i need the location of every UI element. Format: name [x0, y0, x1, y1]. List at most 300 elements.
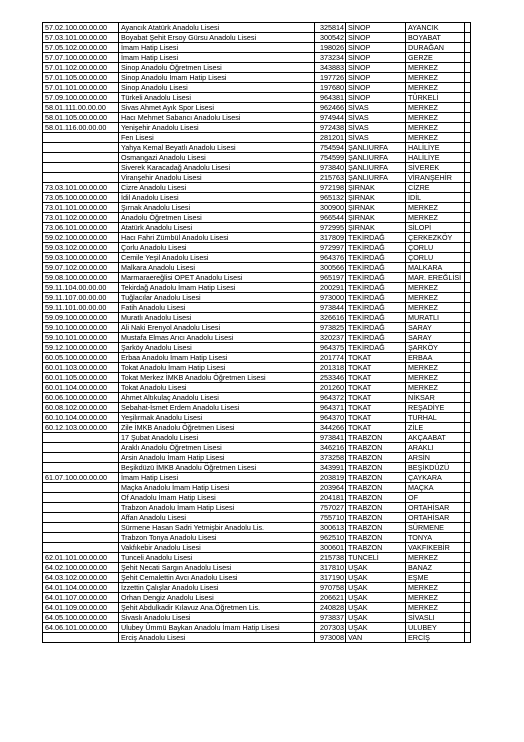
school-name-cell: Yenişehir Anadolu Lisesi	[119, 123, 315, 133]
district-cell: DURAĞAN	[406, 43, 465, 53]
district-cell: NİKSAR	[406, 393, 465, 403]
table-row	[43, 433, 471, 443]
empty-cell	[465, 143, 471, 153]
school-name-cell: Erbaa Anadolu İmam Hatip Lisesi	[119, 353, 315, 363]
province-cell: TRABZON	[346, 523, 406, 533]
school-name-cell: Fatih Anadolu Lisesi	[119, 303, 315, 313]
school-id-cell: 300601	[315, 543, 346, 553]
province-cell: ŞANLIURFA	[346, 163, 406, 173]
institution-code-cell: 64.05.100.00.00.00	[43, 613, 119, 623]
empty-cell	[465, 523, 471, 533]
school-id-cell: 207303	[315, 623, 346, 633]
empty-cell	[465, 173, 471, 183]
school-name-cell: Ulubey Ümmü Baykan Anadolu İmam Hatip Lisesi	[119, 623, 315, 633]
school-name-cell: Sinop Anadolu İmam Hatip Lisesi	[119, 73, 315, 83]
table-row	[43, 313, 471, 323]
institution-code-cell	[43, 163, 119, 173]
school-name-cell: Fen Lisesi	[119, 133, 315, 143]
table-row	[43, 93, 471, 103]
table-row	[43, 63, 471, 73]
table-row	[43, 23, 471, 33]
institution-code-cell: 57.01.102.00.00.00	[43, 63, 119, 73]
empty-cell	[465, 183, 471, 193]
district-cell: ÇAYKARA	[406, 473, 465, 483]
table-row	[43, 493, 471, 503]
school-id-cell: 201318	[315, 363, 346, 373]
school-name-cell: Sivaslı Anadolu Lisesi	[119, 613, 315, 623]
district-cell: SARAY	[406, 333, 465, 343]
institution-code-cell: 64.03.102.00.00.00	[43, 573, 119, 583]
school-name-cell: Arsin Anadolu İmam Hatip Lisesi	[119, 453, 315, 463]
institution-code-cell: 59.07.102.00.00.00	[43, 263, 119, 273]
province-cell: TEKİRDAĞ	[346, 293, 406, 303]
table-row	[43, 373, 471, 383]
school-name-cell: Sinop Anadolu Lisesi	[119, 83, 315, 93]
institution-code-cell: 60.06.100.00.00.00	[43, 393, 119, 403]
province-cell: TEKİRDAĞ	[346, 233, 406, 243]
empty-cell	[465, 283, 471, 293]
table-row	[43, 123, 471, 133]
empty-cell	[465, 313, 471, 323]
school-id-cell: 317809	[315, 233, 346, 243]
district-cell: MERKEZ	[406, 383, 465, 393]
institution-code-cell	[43, 633, 119, 643]
institution-code-cell: 58.01.105.00.00.00	[43, 113, 119, 123]
district-cell: OF	[406, 493, 465, 503]
school-id-cell: 970758	[315, 583, 346, 593]
table-row	[43, 83, 471, 93]
table-row	[43, 543, 471, 553]
school-id-cell: 300900	[315, 203, 346, 213]
province-cell: SİNOP	[346, 53, 406, 63]
school-id-cell: 972438	[315, 123, 346, 133]
institution-code-cell	[43, 463, 119, 473]
table-row	[43, 613, 471, 623]
school-id-cell: 974944	[315, 113, 346, 123]
district-cell: MERKEZ	[406, 103, 465, 113]
school-name-cell: Zile İMKB Anadolu Öğretmen Lisesi	[119, 423, 315, 433]
school-id-cell: 962510	[315, 533, 346, 543]
province-cell: UŞAK	[346, 563, 406, 573]
province-cell: TRABZON	[346, 533, 406, 543]
table-row	[43, 583, 471, 593]
table-row	[43, 263, 471, 273]
district-cell: GERZE	[406, 53, 465, 63]
school-name-cell: Malkara Anadolu Lisesi	[119, 263, 315, 273]
table-row	[43, 413, 471, 423]
district-cell: SİVASLI	[406, 613, 465, 623]
district-cell: AYANCIK	[406, 23, 465, 33]
institution-code-cell	[43, 533, 119, 543]
school-name-cell: Atatürk Anadolu Lisesi	[119, 223, 315, 233]
institution-code-cell: 64.06.101.00.00.00	[43, 623, 119, 633]
school-id-cell: 964372	[315, 393, 346, 403]
table-row	[43, 513, 471, 523]
table-row	[43, 623, 471, 633]
district-cell: ULUBEY	[406, 623, 465, 633]
table-row	[43, 113, 471, 123]
district-cell: MERKEZ	[406, 583, 465, 593]
province-cell: SİNOP	[346, 23, 406, 33]
empty-cell	[465, 333, 471, 343]
province-cell: TUNCELİ	[346, 553, 406, 563]
table-row	[43, 203, 471, 213]
school-list-body	[43, 23, 471, 643]
empty-cell	[465, 483, 471, 493]
school-id-cell: 373258	[315, 453, 346, 463]
province-cell: SİNOP	[346, 33, 406, 43]
school-id-cell: 973825	[315, 323, 346, 333]
school-id-cell: 317190	[315, 573, 346, 583]
province-cell: TRABZON	[346, 463, 406, 473]
district-cell: EŞME	[406, 573, 465, 583]
district-cell: MERKEZ	[406, 73, 465, 83]
table-row	[43, 323, 471, 333]
school-name-cell: Hacı Fahri Zümbül Anadolu Lisesi	[119, 233, 315, 243]
school-name-cell: Tunceli Anadolu Lisesi	[119, 553, 315, 563]
district-cell: ÇORLU	[406, 253, 465, 263]
institution-code-cell	[43, 503, 119, 513]
province-cell: ŞIRNAK	[346, 223, 406, 233]
school-name-cell: Tokat Anadolu Lisesi	[119, 383, 315, 393]
school-id-cell: 300566	[315, 263, 346, 273]
institution-code-cell: 64.01.107.00.00.00	[43, 593, 119, 603]
school-name-cell: Marmaraereğlisi OPET Anadolu Lisesi	[119, 273, 315, 283]
school-name-cell: Yeşilırmak Anadolu Lisesi	[119, 413, 315, 423]
institution-code-cell: 60.01.103.00.00.00	[43, 363, 119, 373]
table-row	[43, 353, 471, 363]
school-name-cell: Ahmet Altıkulaç Anadolu Lisesi	[119, 393, 315, 403]
district-cell: MERKEZ	[406, 373, 465, 383]
school-name-cell: Ayancık Atatürk Anadolu Lisesi	[119, 23, 315, 33]
school-name-cell: Tokat Merkez İMKB Anadolu Öğretmen Lisesi	[119, 373, 315, 383]
table-row	[43, 233, 471, 243]
school-id-cell: 973841	[315, 433, 346, 443]
empty-cell	[465, 293, 471, 303]
school-id-cell: 201260	[315, 383, 346, 393]
empty-cell	[465, 553, 471, 563]
school-name-cell: Orhan Dengiz Anadolu Lisesi	[119, 593, 315, 603]
table-row	[43, 43, 471, 53]
school-name-cell: 17 Şubat Anadolu Lisesi	[119, 433, 315, 443]
institution-code-cell: 73.06.101.00.00.00	[43, 223, 119, 233]
table-row	[43, 253, 471, 263]
empty-cell	[465, 223, 471, 233]
province-cell: ŞIRNAK	[346, 213, 406, 223]
empty-cell	[465, 563, 471, 573]
institution-code-cell	[43, 493, 119, 503]
table-row	[43, 443, 471, 453]
district-cell: MERKEZ	[406, 363, 465, 373]
school-id-cell: 973844	[315, 303, 346, 313]
province-cell: TEKİRDAĞ	[346, 283, 406, 293]
institution-code-cell: 59.02.100.00.00.00	[43, 233, 119, 243]
province-cell: SİNOP	[346, 43, 406, 53]
institution-code-cell: 59.11.101.00.00.00	[43, 303, 119, 313]
table-row	[43, 383, 471, 393]
table-row	[43, 593, 471, 603]
school-id-cell: 962466	[315, 103, 346, 113]
school-name-cell: Erciş Anadolu Lisesi	[119, 633, 315, 643]
district-cell: ŞARKÖY	[406, 343, 465, 353]
school-name-cell: Çorlu Anadolu Lisesi	[119, 243, 315, 253]
school-id-cell: 197680	[315, 83, 346, 93]
empty-cell	[465, 103, 471, 113]
school-id-cell: 973000	[315, 293, 346, 303]
district-cell: MALKARA	[406, 263, 465, 273]
school-name-cell: Viranşehir Anadolu Lisesi	[119, 173, 315, 183]
school-id-cell: 200291	[315, 283, 346, 293]
province-cell: TRABZON	[346, 443, 406, 453]
institution-code-cell	[43, 483, 119, 493]
school-id-cell: 300613	[315, 523, 346, 533]
province-cell: TEKİRDAĞ	[346, 313, 406, 323]
province-cell: TEKİRDAĞ	[346, 303, 406, 313]
institution-code-cell	[43, 513, 119, 523]
district-cell: SARAY	[406, 323, 465, 333]
institution-code-cell: 60.01.105.00.00.00	[43, 373, 119, 383]
empty-cell	[465, 263, 471, 273]
district-cell: ÇORLU	[406, 243, 465, 253]
school-name-cell: İdil Anadolu Lisesi	[119, 193, 315, 203]
school-id-cell: 197726	[315, 73, 346, 83]
institution-code-cell	[43, 173, 119, 183]
empty-cell	[465, 633, 471, 643]
school-name-cell: Boyabat Şehit Ersoy Gürsu Anadolu Lisesi	[119, 33, 315, 43]
empty-cell	[465, 623, 471, 633]
district-cell: CİZRE	[406, 183, 465, 193]
empty-cell	[465, 543, 471, 553]
province-cell: TRABZON	[346, 433, 406, 443]
school-id-cell: 964381	[315, 93, 346, 103]
school-id-cell: 757027	[315, 503, 346, 513]
table-row	[43, 563, 471, 573]
province-cell: SİNOP	[346, 93, 406, 103]
empty-cell	[465, 113, 471, 123]
empty-cell	[465, 613, 471, 623]
empty-cell	[465, 493, 471, 503]
table-row	[43, 163, 471, 173]
district-cell: MAR. EREĞLİSİ	[406, 273, 465, 283]
institution-code-cell: 57.02.100.00.00.00	[43, 23, 119, 33]
school-name-cell: Tokat Anadolu İmam Hatip Lisesi	[119, 363, 315, 373]
empty-cell	[465, 503, 471, 513]
school-name-cell: Sebahat-İsmet Erdem Anadolu Lisesi	[119, 403, 315, 413]
district-cell: ERBAA	[406, 353, 465, 363]
province-cell: TOKAT	[346, 393, 406, 403]
table-row	[43, 133, 471, 143]
province-cell: TOKAT	[346, 363, 406, 373]
institution-code-cell: 57.09.100.00.00.00	[43, 93, 119, 103]
school-name-cell: Cemile Yeşil Anadolu Lisesi	[119, 253, 315, 263]
institution-code-cell: 73.01.102.00.00.00	[43, 213, 119, 223]
empty-cell	[465, 373, 471, 383]
district-cell: ARAKLI	[406, 443, 465, 453]
school-id-cell: 754599	[315, 153, 346, 163]
empty-cell	[465, 603, 471, 613]
school-name-cell: Beşikdüzü İMKB Anadolu Öğretmen Lisesi	[119, 463, 315, 473]
institution-code-cell: 57.07.100.00.00.00	[43, 53, 119, 63]
district-cell: ARSİN	[406, 453, 465, 463]
table-row	[43, 523, 471, 533]
school-id-cell: 198026	[315, 43, 346, 53]
school-id-cell: 754594	[315, 143, 346, 153]
school-id-cell: 206621	[315, 593, 346, 603]
table-row	[43, 183, 471, 193]
district-cell: REŞADİYE	[406, 403, 465, 413]
province-cell: SİVAS	[346, 103, 406, 113]
district-cell: ÇERKEZKÖY	[406, 233, 465, 243]
province-cell: TRABZON	[346, 513, 406, 523]
school-name-cell: Sinop Anadolu Öğretmen Lisesi	[119, 63, 315, 73]
district-cell: MERKEZ	[406, 593, 465, 603]
school-id-cell: 240828	[315, 603, 346, 613]
institution-code-cell: 59.11.107.00.00.00	[43, 293, 119, 303]
table-row	[43, 633, 471, 643]
institution-code-cell	[43, 523, 119, 533]
school-name-cell: Trabzon Tonya Anadolu Lisesi	[119, 533, 315, 543]
empty-cell	[465, 43, 471, 53]
school-id-cell: 326616	[315, 313, 346, 323]
institution-code-cell: 57.05.102.00.00.00	[43, 43, 119, 53]
empty-cell	[465, 533, 471, 543]
empty-cell	[465, 83, 471, 93]
table-row	[43, 223, 471, 233]
institution-code-cell: 73.05.100.00.00.00	[43, 193, 119, 203]
school-id-cell: 973837	[315, 613, 346, 623]
institution-code-cell: 59.03.102.00.00.00	[43, 243, 119, 253]
school-name-cell: Muratlı Anadolu Lisesi	[119, 313, 315, 323]
province-cell: TEKİRDAĞ	[346, 323, 406, 333]
table-row	[43, 283, 471, 293]
empty-cell	[465, 193, 471, 203]
institution-code-cell: 60.12.103.00.00.00	[43, 423, 119, 433]
district-cell: TURHAL	[406, 413, 465, 423]
school-id-cell: 972997	[315, 243, 346, 253]
institution-code-cell: 59.11.104.00.00.00	[43, 283, 119, 293]
school-name-cell: İzzettin Çalışlar Anadolu Lisesi	[119, 583, 315, 593]
province-cell: TRABZON	[346, 473, 406, 483]
empty-cell	[465, 593, 471, 603]
school-name-cell: Şehit Cemalettin Avcı Anadolu Lisesi	[119, 573, 315, 583]
empty-cell	[465, 513, 471, 523]
school-name-cell: Ali Naki Erenyol Anadolu Lisesi	[119, 323, 315, 333]
district-cell: ORTAHİSAR	[406, 503, 465, 513]
school-name-cell: Osmangazi Anadolu Lisesi	[119, 153, 315, 163]
institution-code-cell: 60.05.100.00.00.00	[43, 353, 119, 363]
school-id-cell: 964370	[315, 413, 346, 423]
district-cell: MERKEZ	[406, 133, 465, 143]
province-cell: SİVAS	[346, 133, 406, 143]
institution-code-cell: 58.01.116.00.00.00	[43, 123, 119, 133]
empty-cell	[465, 153, 471, 163]
school-name-cell: İmam Hatip Lisesi	[119, 43, 315, 53]
province-cell: TOKAT	[346, 413, 406, 423]
table-row	[43, 533, 471, 543]
school-id-cell: 973008	[315, 633, 346, 643]
empty-cell	[465, 413, 471, 423]
school-name-cell: İmam Hatip Lisesi	[119, 473, 315, 483]
table-row	[43, 503, 471, 513]
school-id-cell: 964371	[315, 403, 346, 413]
empty-cell	[465, 63, 471, 73]
school-id-cell: 964375	[315, 343, 346, 353]
district-cell: HALİLİYE	[406, 153, 465, 163]
district-cell: MERKEZ	[406, 83, 465, 93]
school-name-cell: Sivas Ahmet Ayık Spor Lisesi	[119, 103, 315, 113]
empty-cell	[465, 343, 471, 353]
province-cell: TOKAT	[346, 403, 406, 413]
empty-cell	[465, 353, 471, 363]
school-id-cell: 320237	[315, 333, 346, 343]
school-id-cell: 972995	[315, 223, 346, 233]
institution-code-cell: 64.02.100.00.00.00	[43, 563, 119, 573]
table-row	[43, 273, 471, 283]
district-cell: MERKEZ	[406, 63, 465, 73]
school-id-cell: 344266	[315, 423, 346, 433]
district-cell: ORTAHİSAR	[406, 513, 465, 523]
province-cell: ŞIRNAK	[346, 193, 406, 203]
province-cell: TEKİRDAĞ	[346, 343, 406, 353]
empty-cell	[465, 123, 471, 133]
institution-code-cell: 59.12.100.00.00.00	[43, 343, 119, 353]
table-row	[43, 73, 471, 83]
empty-cell	[465, 233, 471, 243]
school-id-cell: 204181	[315, 493, 346, 503]
province-cell: ŞIRNAK	[346, 203, 406, 213]
school-id-cell: 755710	[315, 513, 346, 523]
province-cell: TRABZON	[346, 543, 406, 553]
district-cell: MERKEZ	[406, 303, 465, 313]
empty-cell	[465, 33, 471, 43]
province-cell: TRABZON	[346, 503, 406, 513]
table-row	[43, 573, 471, 583]
empty-cell	[465, 203, 471, 213]
table-row	[43, 303, 471, 313]
school-id-cell: 343883	[315, 63, 346, 73]
district-cell: ZİLE	[406, 423, 465, 433]
district-cell: SİLOPİ	[406, 223, 465, 233]
institution-code-cell: 61.07.100.00.00.00	[43, 473, 119, 483]
district-cell: VAKFIKEBİR	[406, 543, 465, 553]
district-cell: AKÇAABAT	[406, 433, 465, 443]
table-row	[43, 423, 471, 433]
school-name-cell: Şehit Abdulkadir Kılavuz Ana.Öğretmen Lis.	[119, 603, 315, 613]
school-name-cell: Siverek Karacadağ Anadolu Lisesi	[119, 163, 315, 173]
empty-cell	[465, 393, 471, 403]
school-id-cell: 201774	[315, 353, 346, 363]
institution-code-cell: 57.01.101.00.00.00	[43, 83, 119, 93]
district-cell: VİRANŞEHİR	[406, 173, 465, 183]
school-id-cell: 253346	[315, 373, 346, 383]
district-cell: MERKEZ	[406, 603, 465, 613]
school-list-table	[42, 22, 471, 643]
empty-cell	[465, 253, 471, 263]
province-cell: ŞIRNAK	[346, 183, 406, 193]
empty-cell	[465, 573, 471, 583]
province-cell: TEKİRDAĞ	[346, 273, 406, 283]
school-id-cell: 215763	[315, 173, 346, 183]
school-name-cell: Sürmene Hasan Sadri Yetmişbir Anadolu Lis.	[119, 523, 315, 533]
empty-cell	[465, 423, 471, 433]
province-cell: TEKİRDAĞ	[346, 333, 406, 343]
district-cell: SÜRMENE	[406, 523, 465, 533]
school-name-cell: Şarköy Anadolu Lisesi	[119, 343, 315, 353]
school-id-cell: 203964	[315, 483, 346, 493]
empty-cell	[465, 433, 471, 443]
school-id-cell: 300542	[315, 33, 346, 43]
institution-code-cell	[43, 153, 119, 163]
